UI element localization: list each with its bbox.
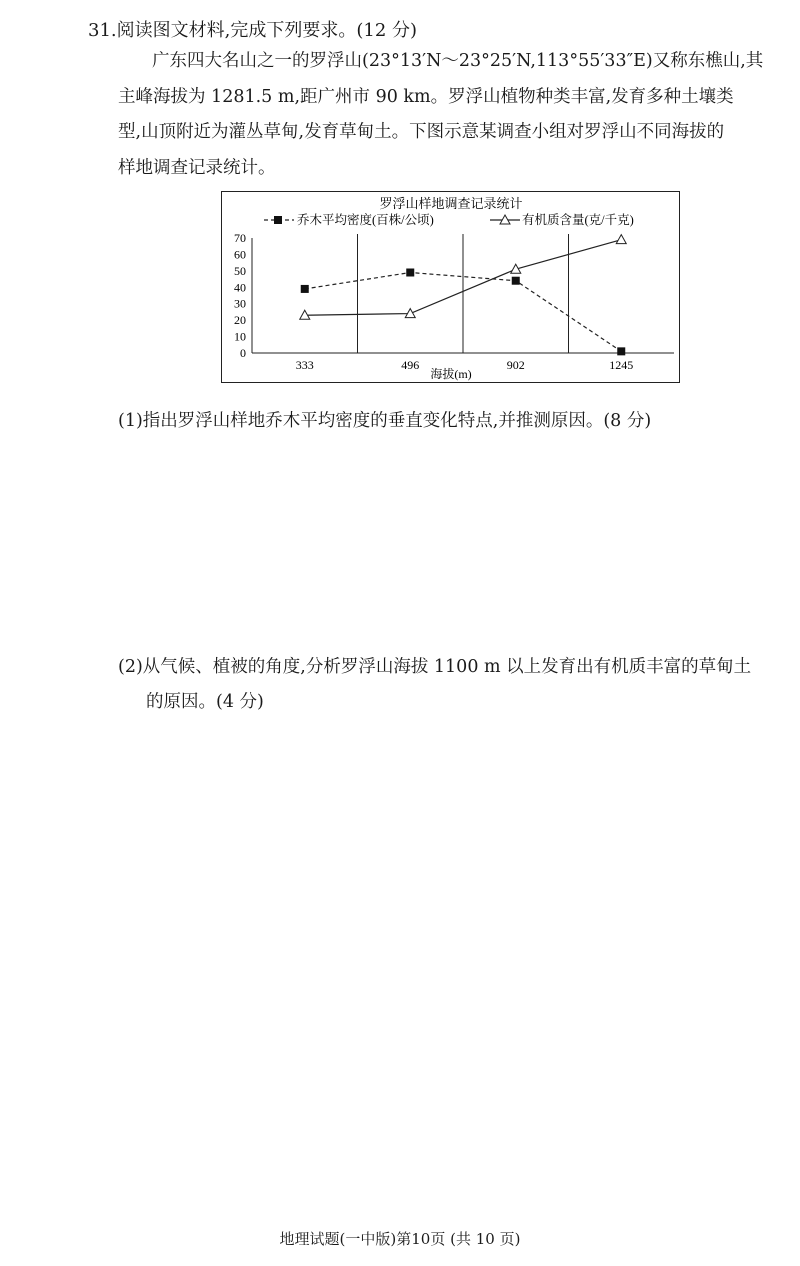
x-tick-label: 1245 bbox=[609, 358, 634, 372]
legend-marker-square bbox=[274, 216, 282, 224]
paragraph-line: 样地调查记录统计。 bbox=[118, 157, 276, 178]
sub-question-2-line1: (2)从气候、植被的角度,分析罗浮山海拔 1100 m 以上发育出有机质丰富的草甸土 bbox=[118, 657, 752, 677]
question-header: 31.阅读图文材料,完成下列要求。(12 分) bbox=[88, 20, 418, 41]
paragraph-line: 主峰海拔为 1281.5 m,距广州市 90 km。罗浮山植物种类丰富,发育多种土壤类 bbox=[118, 86, 734, 107]
y-tick-label: 70 bbox=[234, 231, 246, 245]
point-tree-density bbox=[617, 347, 625, 355]
x-tick-label: 902 bbox=[506, 358, 525, 372]
x-tick-label: 496 bbox=[401, 358, 420, 372]
grid bbox=[358, 234, 569, 353]
legend-label-organic: 有机质含量(克/千克) bbox=[522, 213, 634, 227]
axes bbox=[234, 231, 674, 372]
y-tick-label: 60 bbox=[234, 247, 246, 262]
point-tree-density bbox=[301, 285, 309, 293]
y-tick-label: 10 bbox=[234, 329, 246, 344]
legend bbox=[264, 212, 634, 227]
chart bbox=[221, 191, 680, 383]
chart-title: 罗浮山样地调查记录统计 bbox=[379, 196, 523, 211]
paragraph-line: 型,山顶附近为灌丛草甸,发育草甸土。下图示意某调查小组对罗浮山不同海拔的 bbox=[118, 122, 725, 142]
x-axis-label: 海拔(m) bbox=[430, 367, 472, 381]
chart-svg bbox=[222, 192, 681, 384]
y-tick-label: 0 bbox=[240, 346, 246, 360]
legend-label-density: 乔木平均密度(百株/公顷) bbox=[297, 213, 434, 227]
point-tree-density bbox=[406, 269, 414, 277]
material-paragraph bbox=[118, 44, 780, 186]
point-organic-matter bbox=[616, 235, 626, 244]
paragraph-line: 广东四大名山之一的罗浮山(23°13′N～23°25′N,113°55′33″E)又称东樵山,其 bbox=[152, 51, 764, 71]
y-tick-label: 30 bbox=[234, 296, 246, 311]
sub-question-1: (1)指出罗浮山样地乔木平均密度的垂直变化特点,并推测原因。(8 分) bbox=[118, 411, 652, 431]
x-tick-label: 333 bbox=[295, 358, 314, 372]
page-footer: 地理试题(一中版)第10页 (共 10 页) bbox=[279, 1230, 521, 1248]
y-tick-label: 20 bbox=[234, 313, 246, 328]
sub-question-2-line2: 的原因。(4 分) bbox=[146, 692, 264, 712]
sub-question-2 bbox=[118, 650, 780, 720]
y-tick-label: 50 bbox=[234, 263, 246, 278]
y-tick-label: 40 bbox=[234, 280, 246, 295]
point-tree-density bbox=[512, 277, 520, 285]
